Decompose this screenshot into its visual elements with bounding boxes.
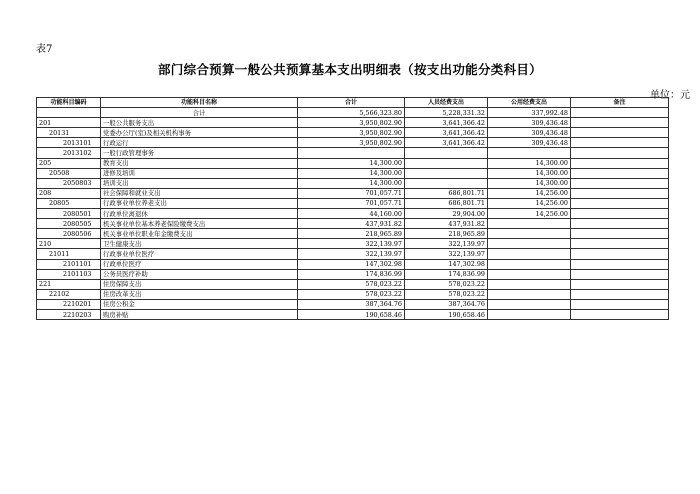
- cell-total: 218,965.89: [298, 229, 405, 239]
- cell-total: 14,300.00: [298, 168, 405, 178]
- cell-total: 578,023.22: [298, 279, 405, 289]
- cell-public: 337,992.48: [488, 108, 571, 118]
- cell-remark: [571, 259, 669, 269]
- cell-code: 2050803: [37, 178, 101, 188]
- cell-remark: [571, 239, 669, 249]
- cell-personnel: 5,228,331.32: [405, 108, 488, 118]
- cell-total: 44,160.00: [298, 209, 405, 219]
- cell-public: 14,300.00: [488, 168, 571, 178]
- cell-name: 行政单位医疗: [101, 259, 298, 269]
- cell-total: 14,300.00: [298, 158, 405, 168]
- cell-remark: [571, 209, 669, 219]
- cell-total: 174,836.99: [298, 269, 405, 279]
- cell-personnel: 437,931.82: [405, 219, 488, 229]
- cell-total: 437,931.82: [298, 219, 405, 229]
- cell-personnel: 218,965.89: [405, 229, 488, 239]
- cell-name: 党委办公厅(室)及相关机构事务: [101, 128, 298, 138]
- table-row: [37, 188, 669, 198]
- cell-name: 一般行政管理事务: [101, 148, 298, 158]
- cell-code: 20508: [37, 168, 101, 178]
- cell-code: 2080506: [37, 229, 101, 239]
- cell-code: 2080505: [37, 219, 101, 229]
- cell-code: 20805: [37, 198, 101, 208]
- table-header-row: [37, 98, 669, 108]
- cell-total: 322,139.97: [298, 249, 405, 259]
- cell-personnel: 578,023.22: [405, 289, 488, 299]
- cell-total: 3,950,802.90: [298, 128, 405, 138]
- cell-name: 机关事业单位职业年金缴费支出: [101, 229, 298, 239]
- cell-remark: [571, 178, 669, 188]
- cell-code: 20131: [37, 128, 101, 138]
- cell-code: 201: [37, 118, 101, 128]
- cell-personnel: [405, 148, 488, 158]
- cell-name: 机关事业单位基本养老保险缴费支出: [101, 219, 298, 229]
- cell-remark: [571, 118, 669, 128]
- total-row: [37, 108, 669, 118]
- cell-remark: [571, 188, 669, 198]
- cell-public: [488, 219, 571, 229]
- cell-code: 2013101: [37, 138, 101, 148]
- cell-remark: [571, 108, 669, 118]
- cell-remark: [571, 138, 669, 148]
- cell-total: 322,139.97: [298, 239, 405, 249]
- cell-name: 合计: [101, 108, 298, 118]
- table-row: [37, 128, 669, 138]
- table-row: [37, 219, 669, 229]
- cell-personnel: 387,364.76: [405, 299, 488, 309]
- header-remark: 备注: [571, 98, 669, 108]
- cell-name: 进修及培训: [101, 168, 298, 178]
- cell-public: [488, 309, 571, 319]
- cell-public: [488, 269, 571, 279]
- cell-personnel: 686,801.71: [405, 198, 488, 208]
- cell-code: 2101103: [37, 269, 101, 279]
- cell-personnel: [405, 178, 488, 188]
- table-row: [37, 178, 669, 188]
- cell-personnel: 174,836.99: [405, 269, 488, 279]
- cell-name: 行政单位离退休: [101, 209, 298, 219]
- cell-remark: [571, 219, 669, 229]
- table-row: [37, 138, 669, 148]
- cell-public: [488, 289, 571, 299]
- table-row: [37, 269, 669, 279]
- unit-label: 单位：元: [650, 90, 690, 101]
- cell-name: 购房补贴: [101, 309, 298, 319]
- table-row: [37, 289, 669, 299]
- cell-total: 147,302.98: [298, 259, 405, 269]
- cell-remark: [571, 168, 669, 178]
- cell-total: 5,566,323.80: [298, 108, 405, 118]
- budget-table: [36, 97, 669, 320]
- cell-name: 一般公共服务支出: [101, 118, 298, 128]
- cell-public: 309,436.48: [488, 128, 571, 138]
- cell-code: 221: [37, 279, 101, 289]
- cell-code: 2210203: [37, 309, 101, 319]
- cell-remark: [571, 198, 669, 208]
- cell-personnel: [405, 168, 488, 178]
- cell-code: 2210201: [37, 299, 101, 309]
- cell-code: 21011: [37, 249, 101, 259]
- table-row: [37, 259, 669, 269]
- cell-personnel: 686,801.71: [405, 188, 488, 198]
- cell-code: 208: [37, 188, 101, 198]
- cell-code: 22102: [37, 289, 101, 299]
- table-row: [37, 309, 669, 319]
- cell-public: [488, 279, 571, 289]
- table-row: [37, 209, 669, 219]
- cell-public: 309,436.48: [488, 138, 571, 148]
- cell-personnel: 3,641,366.42: [405, 118, 488, 128]
- cell-total: 578,023.22: [298, 289, 405, 299]
- cell-name: 公务员医疗补助: [101, 269, 298, 279]
- table-row: [37, 198, 669, 208]
- cell-name: 住房保障支出: [101, 279, 298, 289]
- header-name: 功能科目名称: [101, 98, 298, 108]
- cell-name: 社会保障和就业支出: [101, 188, 298, 198]
- cell-total: 14,300.00: [298, 178, 405, 188]
- cell-name: 住房公积金: [101, 299, 298, 309]
- cell-code: 2013102: [37, 148, 101, 158]
- cell-name: 行政运行: [101, 138, 298, 148]
- cell-personnel: 322,139.97: [405, 239, 488, 249]
- cell-name: 教育支出: [101, 158, 298, 168]
- cell-personnel: 3,641,366.42: [405, 128, 488, 138]
- cell-remark: [571, 158, 669, 168]
- cell-public: 14,256.00: [488, 209, 571, 219]
- cell-personnel: 147,302.98: [405, 259, 488, 269]
- cell-code: 2080501: [37, 209, 101, 219]
- header-code: 功能科目编码: [37, 98, 101, 108]
- table-row: [37, 249, 669, 259]
- cell-personnel: 29,904.00: [405, 209, 488, 219]
- cell-public: [488, 229, 571, 239]
- cell-name: 住房改革支出: [101, 289, 298, 299]
- cell-public: 14,256.00: [488, 198, 571, 208]
- cell-name: 卫生健康支出: [101, 239, 298, 249]
- cell-remark: [571, 128, 669, 138]
- cell-code: 210: [37, 239, 101, 249]
- cell-remark: [571, 229, 669, 239]
- cell-total: 190,658.46: [298, 309, 405, 319]
- header-total: 合计: [298, 98, 405, 108]
- cell-public: 14,256.00: [488, 188, 571, 198]
- cell-public: [488, 259, 571, 269]
- cell-total: 3,950,802.90: [298, 118, 405, 128]
- table-row: [37, 239, 669, 249]
- cell-remark: [571, 289, 669, 299]
- cell-public: [488, 239, 571, 249]
- cell-public: 14,300.00: [488, 178, 571, 188]
- cell-total: [298, 148, 405, 158]
- cell-name: 培训支出: [101, 178, 298, 188]
- cell-personnel: [405, 158, 488, 168]
- table-row: [37, 168, 669, 178]
- cell-remark: [571, 269, 669, 279]
- cell-name: 行政事业单位养老支出: [101, 198, 298, 208]
- table-row: [37, 229, 669, 239]
- table-row: [37, 118, 669, 128]
- cell-remark: [571, 279, 669, 289]
- cell-code: 2101101: [37, 259, 101, 269]
- table-row: [37, 279, 669, 289]
- table-number-label: 表7: [36, 44, 53, 55]
- cell-name: 行政事业单位医疗: [101, 249, 298, 259]
- cell-total: 701,057.71: [298, 188, 405, 198]
- cell-remark: [571, 299, 669, 309]
- cell-total: 701,057.71: [298, 198, 405, 208]
- cell-public: 309,436.48: [488, 118, 571, 128]
- cell-public: [488, 249, 571, 259]
- cell-total: 3,950,802.90: [298, 138, 405, 148]
- cell-remark: [571, 309, 669, 319]
- table-row: [37, 299, 669, 309]
- table-row: [37, 148, 669, 158]
- cell-total: 387,364.76: [298, 299, 405, 309]
- page-title: 部门综合预算一般公共预算基本支出明细表（按支出功能分类科目）: [157, 62, 542, 77]
- cell-personnel: 578,023.22: [405, 279, 488, 289]
- cell-remark: [571, 249, 669, 259]
- table-row: [37, 158, 669, 168]
- cell-public: [488, 299, 571, 309]
- cell-personnel: 322,139.97: [405, 249, 488, 259]
- header-public: 公用经费支出: [488, 98, 571, 108]
- cell-personnel: 3,641,366.42: [405, 138, 488, 148]
- cell-personnel: 190,658.46: [405, 309, 488, 319]
- header-personnel: 人员经费支出: [405, 98, 488, 108]
- cell-remark: [571, 148, 669, 158]
- cell-public: [488, 148, 571, 158]
- cell-public: 14,300.00: [488, 158, 571, 168]
- cell-code: [37, 108, 101, 118]
- cell-code: 205: [37, 158, 101, 168]
